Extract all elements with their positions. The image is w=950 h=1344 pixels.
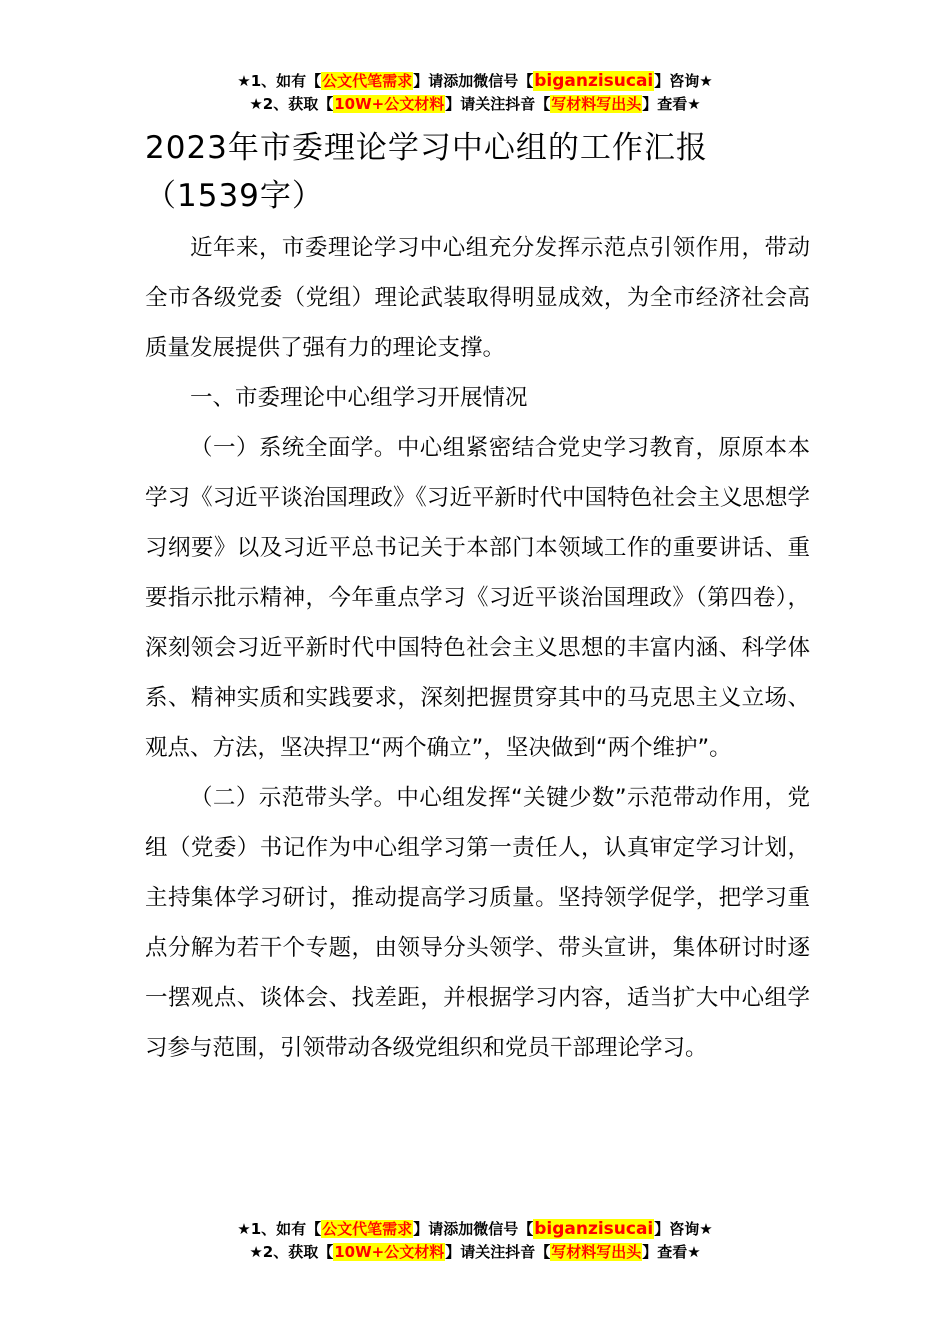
- banner-highlight: 公文代笔需求: [322, 72, 413, 90]
- banner-text: ★1、如有【: [237, 1220, 322, 1238]
- document-title: [145, 124, 815, 220]
- banner-text: 】咨询★: [654, 72, 713, 90]
- banner-text: 】请添加微信号【: [413, 1220, 534, 1238]
- banner-line-1: [0, 1218, 950, 1241]
- banner-line-1: [0, 70, 950, 93]
- banner-text: 】请关注抖音【: [445, 1243, 551, 1261]
- paragraph: 近年来，市委理论学习中心组充分发挥示范点引领作用，带动全市各级党委（党组）理论武装取得明显成效，为全市经济社会高质量发展提供了强有力的理论支撑。: [145, 235, 810, 361]
- banner-highlight: 公文代笔需求: [322, 1220, 413, 1238]
- banner-highlight: 写材料写出头: [551, 1243, 642, 1261]
- document-body: [145, 223, 810, 1073]
- paragraph: （二）示范带头学。中心组发挥“关键少数”示范带动作用，党组（党委）书记作为中心组学习第一责任人，认真审定学习计划，主持集体学习研讨，推动提高学习质量。坚持领学促学，把学习重点分解为若干个专题，由领导分头领学、带头宣讲，集体研讨时逐一摆观点、谈体会、找差距，并根据学习内容，适当扩大中心组学习参与范围，引领带动各级党组织和党员干部理论学习。: [145, 785, 810, 1061]
- title-line: 2023年市委理论学习中心组的工作汇报: [145, 130, 708, 166]
- banner-highlight: 写材料写出头: [551, 95, 642, 113]
- banner-highlight: 10W+公文材料: [334, 1243, 445, 1261]
- banner-text: 】请添加微信号【: [413, 72, 534, 90]
- header-banner: [0, 70, 950, 116]
- footer-banner: [0, 1218, 950, 1264]
- banner-text: 】查看★: [642, 95, 701, 113]
- banner-highlight: 10W+公文材料: [334, 95, 445, 113]
- banner-highlight: biganzisucai: [534, 71, 654, 91]
- banner-text: ★2、获取【: [249, 95, 334, 113]
- banner-text: ★2、获取【: [249, 1243, 334, 1261]
- title-subline: （1539字）: [145, 178, 324, 214]
- banner-line-2: [0, 1241, 950, 1264]
- banner-line-2: [0, 93, 950, 116]
- banner-highlight: biganzisucai: [534, 1219, 654, 1239]
- banner-text: 】请关注抖音【: [445, 95, 551, 113]
- paragraph: （一）系统全面学。中心组紧密结合党史学习教育，原原本本学习《习近平谈治国理政》《习近平新时代中国特色社会主义思想学习纲要》以及习近平总书记关于本部门本领域工作的重要讲话、重要指示批示精神，今年重点学习《习近平谈治国理政》（第四卷），深刻领会习近平新时代中国特色社会主义思想的丰富内涵、科学体系、精神实质和实践要求，深刻把握贯穿其中的马克思主义立场、观点、方法，坚决捍卫“两个确立”，坚决做到“两个维护”。: [145, 435, 810, 761]
- banner-text: ★1、如有【: [237, 72, 322, 90]
- banner-text: 】咨询★: [654, 1220, 713, 1238]
- banner-text: 】查看★: [642, 1243, 701, 1261]
- section-heading: 一、市委理论中心组学习开展情况: [190, 385, 528, 411]
